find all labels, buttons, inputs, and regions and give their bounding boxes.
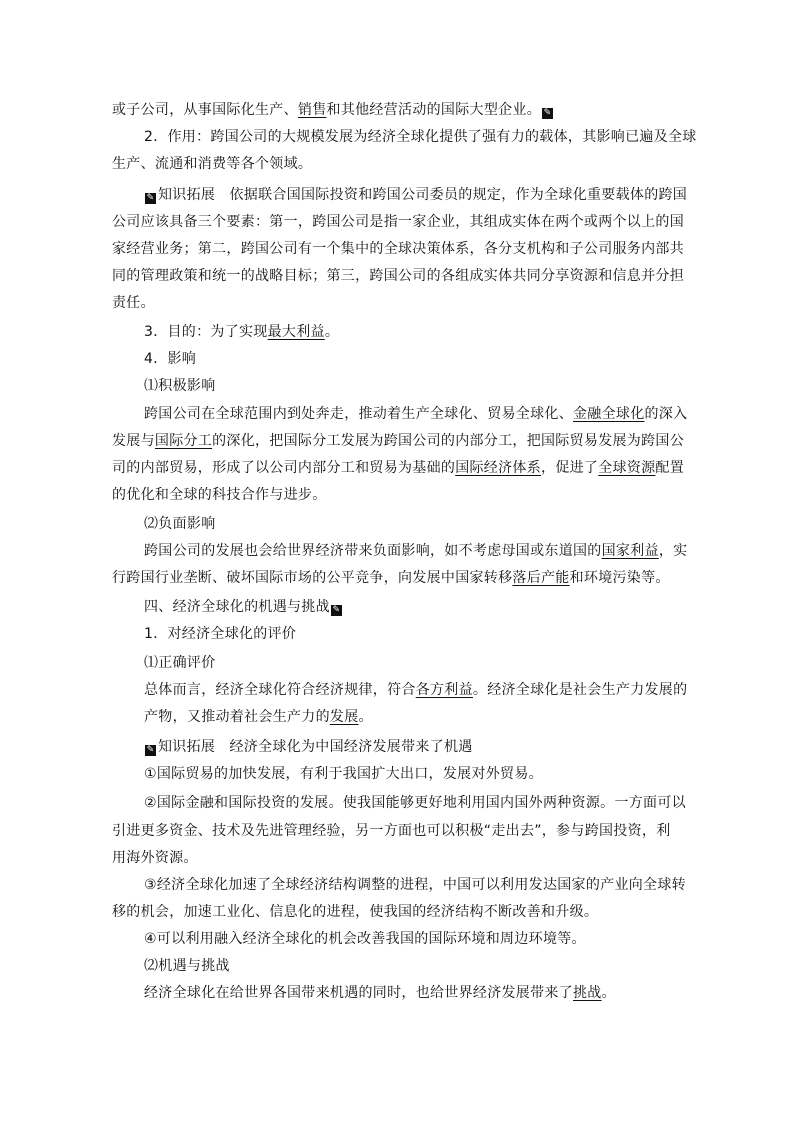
- text-run: 知识拓展 依据联合国国际投资和跨国公司委员的规定，作为全球化重要载体的跨国: [158, 187, 688, 203]
- text-run: 1．对经济全球化的评价: [144, 626, 297, 642]
- text-run: 行跨国行业垄断、破坏国际市场的公平竞争，向发展中国家转移: [112, 570, 513, 586]
- text-run: 的深入: [644, 406, 688, 422]
- text-run: 和环境污染等。: [569, 570, 670, 586]
- text-run: ①国际贸易的加快发展，有利于我国扩大出口，发展对外贸易。: [144, 766, 543, 782]
- text-line: [144, 350, 196, 368]
- text-run: 的优化和全球的科技合作与进步。: [112, 487, 327, 503]
- text-run: 。: [324, 324, 340, 340]
- text-run: 。: [358, 709, 373, 725]
- text-run: ③经济全球化加速了全球经济结构调整的进程，中国可以利用发达国家的产业向全球转: [144, 877, 686, 893]
- text-line: [112, 569, 670, 587]
- text-run: 或子公司，从事国际化生产、: [112, 102, 298, 118]
- text-line: [144, 930, 586, 948]
- text-line: [144, 186, 687, 204]
- text-run: 的深化，把国际分工发展为跨国公司的内部分工，把国际贸易发展为跨国公: [212, 433, 685, 449]
- text-line: [144, 128, 697, 146]
- text-run: 责任。: [112, 295, 155, 311]
- text-line: [144, 625, 296, 643]
- text-line: [144, 738, 473, 756]
- text-run: 知识拓展 经济全球化为中国经济发展带来了机遇: [158, 739, 473, 755]
- text-line: [144, 405, 687, 423]
- text-line: [144, 377, 216, 395]
- text-run: ⑴积极影响: [144, 378, 216, 394]
- text-run: 公司应该具备三个要素：第一，跨国公司是指一家企业，其组成实体在两个或两个以上的国: [112, 214, 684, 230]
- text-line: [144, 876, 686, 894]
- text-line: [112, 849, 198, 867]
- edit-mark-icon: ✎: [146, 193, 155, 203]
- underlined-key-term: 国际分工: [154, 433, 213, 449]
- text-run: ，实: [658, 543, 688, 559]
- text-run: 2．作用：跨国公司的大规模发展为经济全球化提供了强有力的载体，其影响已遍及全球: [144, 129, 697, 145]
- text-line: [144, 654, 216, 672]
- text-line: [144, 984, 616, 1002]
- text-run: ⑴正确评价: [144, 655, 216, 671]
- text-line: [112, 822, 671, 840]
- text-run: 总体而言，经济全球化符合经济规律，符合: [144, 682, 416, 698]
- text-run: 。经济全球化是社会生产力发展的: [472, 682, 688, 698]
- text-run: ，促进了: [541, 460, 599, 476]
- text-run: ⑵机遇与挑战: [144, 958, 230, 974]
- text-line: [112, 459, 684, 477]
- underlined-key-term: 挑战: [573, 985, 602, 1001]
- text-line: [112, 294, 155, 312]
- text-line: [144, 765, 543, 783]
- text-run: ②国际金融和国际投资的发展。使我国能够更好地利用国内国外两种资源。一方面可以: [144, 795, 686, 811]
- text-run: 产物，又推动着社会生产力的: [144, 709, 330, 725]
- text-run: 配置: [655, 460, 685, 476]
- text-run: 家经营业务；第二，跨国公司有一个集中的全球决策体系，各分支机构和子公司服务内部共: [112, 241, 684, 257]
- underlined-key-term: 最大利益: [267, 324, 325, 340]
- text-line: [144, 323, 339, 341]
- text-line: [144, 794, 686, 812]
- text-run: 用海外资源。: [112, 850, 198, 866]
- text-line: [112, 213, 684, 231]
- text-run: 和其他经营活动的国际大型企业。: [326, 102, 542, 118]
- text-run: 经济全球化在给世界各国带来机遇的同时，也给世界经济发展带来了: [144, 985, 573, 1001]
- text-line: [112, 267, 684, 285]
- edit-mark-icon: ✎: [332, 605, 341, 615]
- text-line: [112, 155, 312, 173]
- text-run: ⑵负面影响: [144, 516, 216, 532]
- text-run: 发展与: [112, 433, 155, 449]
- underlined-key-term: 各方利益: [415, 682, 473, 698]
- text-line: [112, 486, 327, 504]
- text-run: 同的管理政策和统一的战略目标；第三，跨国公司的各组成实体共同分享资源和信息并分担: [112, 268, 684, 284]
- text-run: 3．目的：为了实现: [144, 324, 268, 340]
- text-run: 四、经济全球化的机遇与挑战: [144, 599, 330, 615]
- underlined-key-term: 全球资源: [598, 460, 656, 476]
- text-line: [144, 708, 373, 726]
- text-run: 生产、流通和消费等各个领域。: [112, 156, 313, 172]
- text-run: 引进更多资金、技术及先进管理经验，另一方面也可以积极“走出去”，参与跨国投资，利: [112, 823, 671, 839]
- text-line: [144, 515, 216, 533]
- text-line: [144, 681, 687, 699]
- edit-mark-icon: ✎: [146, 745, 155, 755]
- edit-mark-icon: ✎: [543, 108, 552, 118]
- underlined-key-term: 落后产能: [512, 570, 570, 586]
- text-run: 。: [601, 985, 616, 1001]
- text-run: 跨国公司的发展也会给世界经济带来负面影响，如不考虑母国或东道国的: [144, 543, 602, 559]
- underlined-key-term: 销售: [297, 102, 327, 118]
- underlined-key-term: 国际经济体系: [455, 460, 542, 476]
- underlined-key-term: 发展: [329, 709, 359, 725]
- text-run: ④可以利用融入经济全球化的机会改善我国的国际环境和周边环境等。: [144, 931, 586, 947]
- text-line: [144, 542, 687, 560]
- text-line: [112, 101, 555, 119]
- text-line: [144, 598, 344, 616]
- underlined-key-term: 国家利益: [601, 543, 659, 559]
- text-line: [112, 432, 684, 450]
- text-run: 移的机会，加速工业化、信息化的进程，使我国的经济结构不断改善和升级。: [112, 904, 599, 920]
- text-line: [112, 903, 598, 921]
- text-line: [112, 240, 684, 258]
- text-run: 4．影响: [144, 351, 197, 367]
- text-run: 跨国公司在全球范围内到处奔走，推动着生产全球化、贸易全球化、: [144, 406, 573, 422]
- underlined-key-term: 金融全球化: [573, 406, 645, 422]
- text-line: [144, 957, 230, 975]
- text-run: 司的内部贸易，形成了以公司内部分工和贸易为基础的: [112, 460, 456, 476]
